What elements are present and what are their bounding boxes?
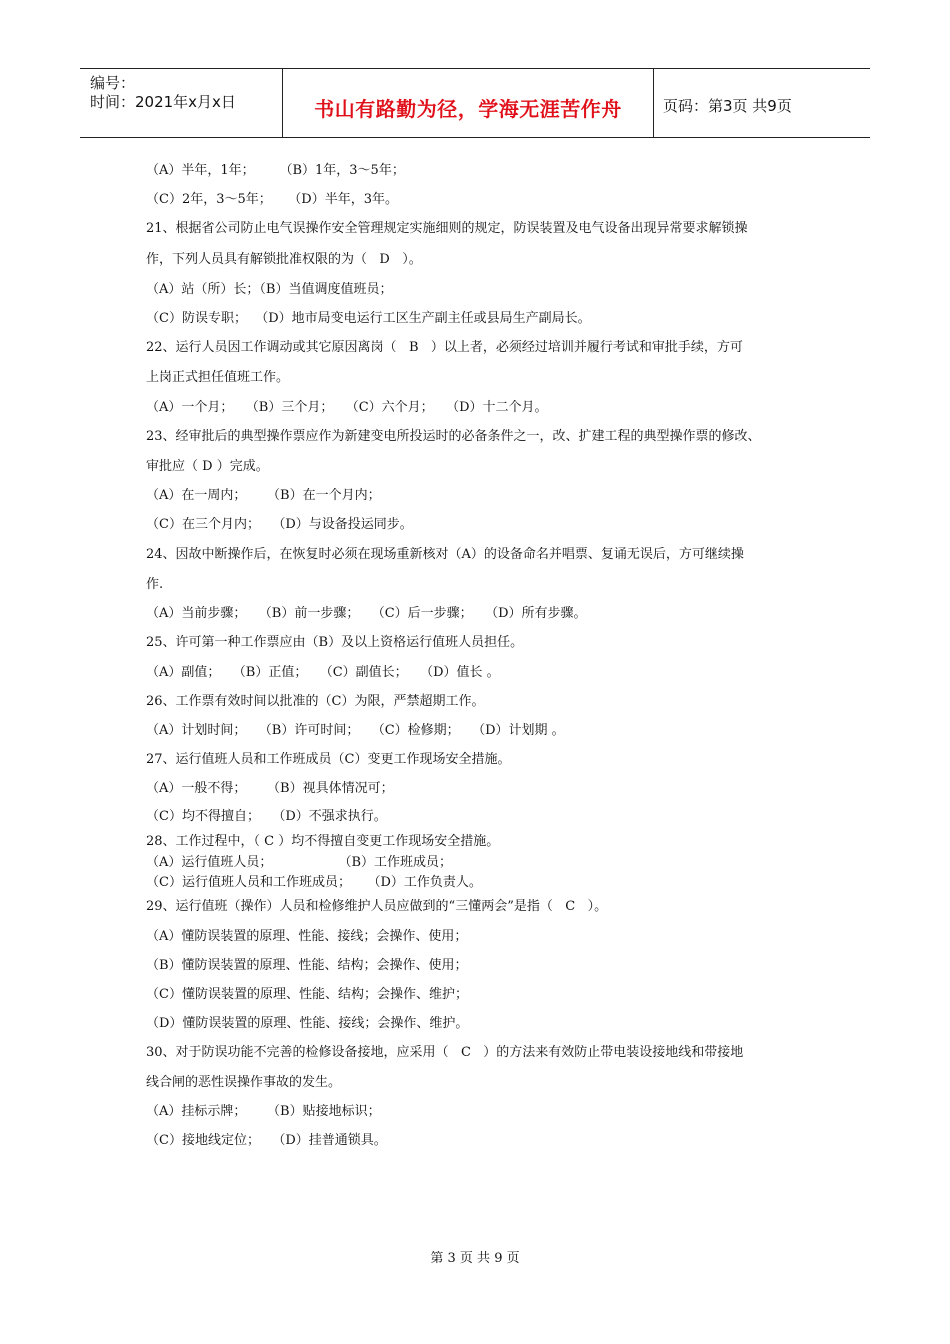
page-header	[80, 68, 870, 138]
page-footer: 第 3 页 共 9 页	[430, 1251, 520, 1266]
option-line: （A）懂防误装置的原理、性能、接线；会操作、使用；	[146, 929, 468, 944]
option-line: （A）计划时间； （B）许可时间； （C）检修期； （D）计划期 。	[146, 723, 565, 738]
question-line: 27、运行值班人员和工作班成员（C）变更工作现场安全措施。	[146, 752, 511, 767]
question-line: 线合闸的恶性误操作事故的发生。	[146, 1075, 342, 1090]
option-line: （A）一个月； （B）三个月； （C）六个月； （D）十二个月。	[146, 400, 548, 415]
question-line: 上岗正式担任值班工作。	[146, 370, 290, 385]
question-line: 作.	[146, 577, 164, 592]
question-line: 26、工作票有效时间以批准的（C）为限，严禁超期工作。	[146, 694, 485, 709]
option-line: （A）一般不得； （B）视具体情况可；	[146, 781, 394, 796]
option-line: （C）接地线定位； （D）挂普通锁具。	[146, 1133, 387, 1148]
option-line: （D）懂防误装置的原理、性能、接线；会操作、维护。	[146, 1016, 469, 1031]
option-line: （C）懂防误装置的原理、性能、结构；会操作、维护；	[146, 987, 468, 1002]
option-line: （B）懂防误装置的原理、性能、结构；会操作、使用；	[146, 958, 468, 973]
question-line: 28、工作过程中，（ C ）均不得擅自变更工作现场安全措施。	[146, 834, 500, 849]
header-motto-cell	[283, 69, 654, 137]
option-line: （A）运行值班人员； （B）工作班成员；	[146, 855, 453, 870]
option-line: （A）挂标示牌； （B）贴接地标识；	[146, 1104, 381, 1119]
question-line: 29、运行值班（操作）人员和检修维护人员应做到的“三懂两会”是指（ C ）。	[146, 899, 608, 914]
option-line: （A）站（所）长；（B）当值调度值班员；	[146, 282, 393, 297]
question-line: 23、经审批后的典型操作票应作为新建变电所投运时的必备条件之一，改、扩建工程的典型操作票的修改、	[146, 429, 761, 444]
question-line: 作，下列人员具有解锁批准权限的为（ D ）。	[146, 252, 422, 267]
option-line: （C）在三个月内； （D）与设备投运同步。	[146, 517, 413, 532]
header-meta	[80, 69, 283, 137]
question-line: 22、运行人员因工作调动或其它原因离岗（ B ）以上者，必须经过培训并履行考试和审批手续，方可	[146, 340, 743, 355]
question-line: 24、因故中断操作后，在恢复时必须在现场重新核对（A）的设备命名并唱票、复诵无误后，方可继续操	[146, 547, 744, 562]
option-line: （A）副值； （B）正值； （C）副值长； （D）值长 。	[146, 665, 500, 680]
option-line: （C）运行值班人员和工作班成员； （D）工作负责人。	[146, 875, 482, 890]
option-line: （C）均不得擅自； （D）不强求执行。	[146, 809, 387, 824]
option-line: （C）防误专职； （D）地市局变电运行工区生产副主任或县局生产副局长。	[146, 311, 591, 326]
question-line: 25、许可第一种工作票应由（B）及以上资格运行值班人员担任。	[146, 635, 524, 650]
document-number: 编号：	[90, 74, 136, 92]
question-line: 30、对于防误功能不完善的检修设备接地，应采用（ C ）的方法来有效防止带电装设接地线和带接地	[146, 1045, 744, 1060]
header-motto: 书山有路勤为径，学海无涯苦作舟	[314, 97, 622, 121]
header-page-number: 页码：第3页 共9页	[663, 97, 792, 115]
option-line: （A）当前步骤； （B）前一步骤； （C）后一步骤； （D）所有步骤。	[146, 606, 587, 621]
option-line: （A）半年，1年； （B）1年，3～5年；	[146, 163, 405, 178]
question-line: 审批应（ D ）完成。	[146, 459, 269, 474]
option-line: （A）在一周内； （B）在一个月内；	[146, 488, 381, 503]
option-line: （C）2年，3～5年； （D）半年，3年。	[146, 192, 398, 207]
question-line: 21、根据省公司防止电气误操作安全管理规定实施细则的规定，防误装置及电气设备出现异常要求解锁操	[146, 221, 748, 236]
document-date: 时间：2021年x月x日	[90, 93, 236, 111]
